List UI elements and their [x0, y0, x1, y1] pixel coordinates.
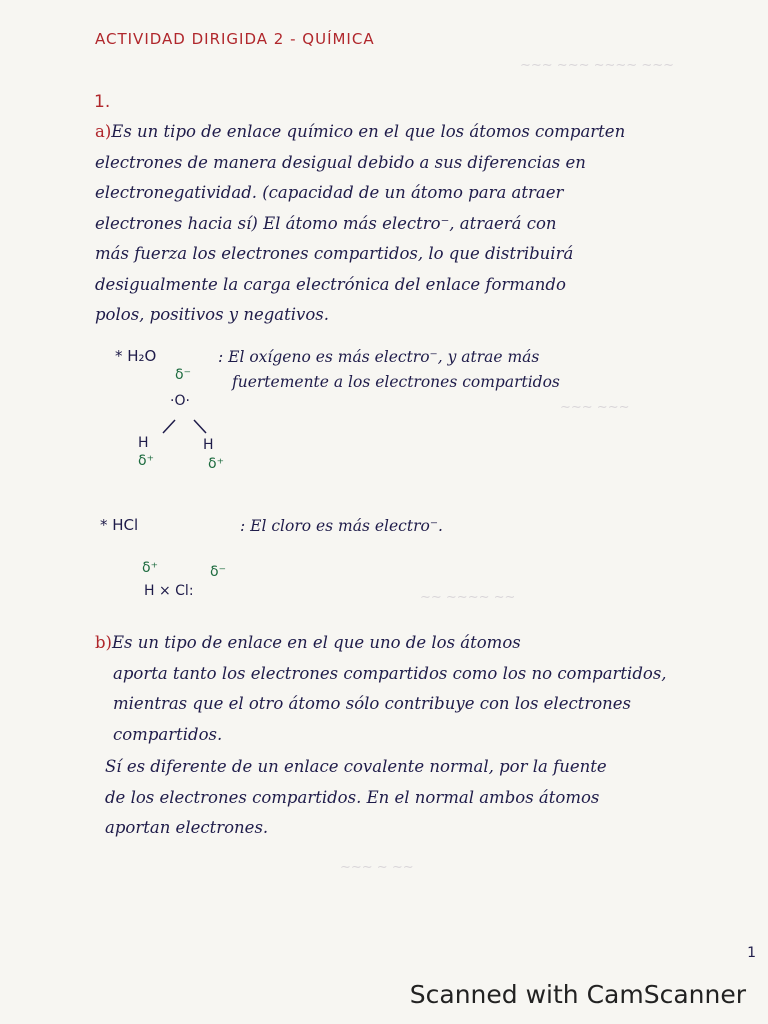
part-b-line-3: mientras que el otro átomo sólo contribuye con los electrones [113, 694, 632, 713]
part-a-line-1: a)Es un tipo de enlace químico en el que los átomos comparten [95, 122, 626, 141]
part-a-line-3: electronegatividad. (capacidad de un átomo para atraer [95, 183, 564, 202]
part-b-extra-line-1: Sí es diferente de un enlace covalente normal, por la fuente [105, 757, 607, 776]
hcl-delta-plus: δ⁺ [142, 560, 158, 576]
bleed-through-text: ∼∼∼ ∼∼∼ ∼∼∼∼ ∼∼∼ [520, 58, 675, 73]
hydrogen-atom-right: H [203, 437, 214, 453]
bleed-through-text: ∼∼∼ ∼∼∼ [560, 400, 630, 415]
bleed-through-text: ∼∼ ∼∼∼∼ ∼∼ [420, 590, 516, 605]
part-b-line-1: b)Es un tipo de enlace en el que uno de los átomos [95, 633, 521, 652]
hcl-desc-line-1: : El cloro es más electro⁻. [240, 517, 443, 535]
part-b-extra-line-3: aportan electrones. [105, 818, 269, 837]
part-b-label: b) [95, 633, 112, 652]
hcl-description [240, 514, 443, 539]
part-a-label: a) [95, 122, 112, 141]
part-a-line-5: más fuerza los electrones compartidos, lo que distribuirá [95, 244, 574, 263]
part-b-line-2: aporta tanto los electrones compartidos como los no compartidos, [113, 663, 667, 683]
h2o-desc-line-1: : El oxígeno es más electro⁻, y atrae más [218, 348, 540, 366]
part-a-line-6: desigualmente la carga electrónica del enlace formando [95, 274, 566, 294]
section-number: 1. [94, 92, 111, 112]
hcl-formula: * HCl [100, 516, 139, 534]
page-number: 1 [747, 945, 756, 961]
part-b-extra-paragraph [105, 752, 745, 844]
h2o-description [218, 345, 560, 395]
part-a-line-2: electrones de manera desigual debido a sus diferencias en [95, 152, 586, 172]
part-b-line-4: compartidos. [113, 724, 223, 744]
hydrogen-atom-left: H [138, 435, 149, 451]
part-b-extra-line-2: de los electrones compartidos. En el normal ambos átomos [105, 787, 600, 807]
h2o-delta-plus-right: δ⁺ [208, 456, 224, 472]
h2o-delta-plus-left: δ⁺ [138, 453, 154, 469]
scanner-watermark: Scanned with CamScanner [409, 980, 746, 1009]
part-a-line-4: electrones hacia sí) El átomo más electro⁻, atraerá con [95, 213, 557, 233]
hcl-delta-minus: δ⁻ [210, 564, 226, 580]
bleed-through-text: ∼∼∼ ∼ ∼∼ [340, 860, 414, 875]
hcl-structure [140, 560, 250, 610]
h2o-desc-line-2: fuertemente a los electrones compartidos [232, 373, 560, 391]
h2o-formula: * H₂O [115, 347, 157, 365]
page-title: ACTIVIDAD DIRIGIDA 2 - QUÍMICA [95, 30, 375, 48]
h2o-delta-minus: δ⁻ [175, 367, 191, 383]
hcl-lewis-structure: H × Cl: [144, 583, 194, 599]
h2o-structure [130, 365, 240, 475]
part-a-line-7: polos, positivos y negativos. [95, 305, 330, 324]
part-a-paragraph [95, 117, 740, 331]
part-b-paragraph [95, 628, 740, 750]
oxygen-atom: ·O· [170, 393, 190, 409]
